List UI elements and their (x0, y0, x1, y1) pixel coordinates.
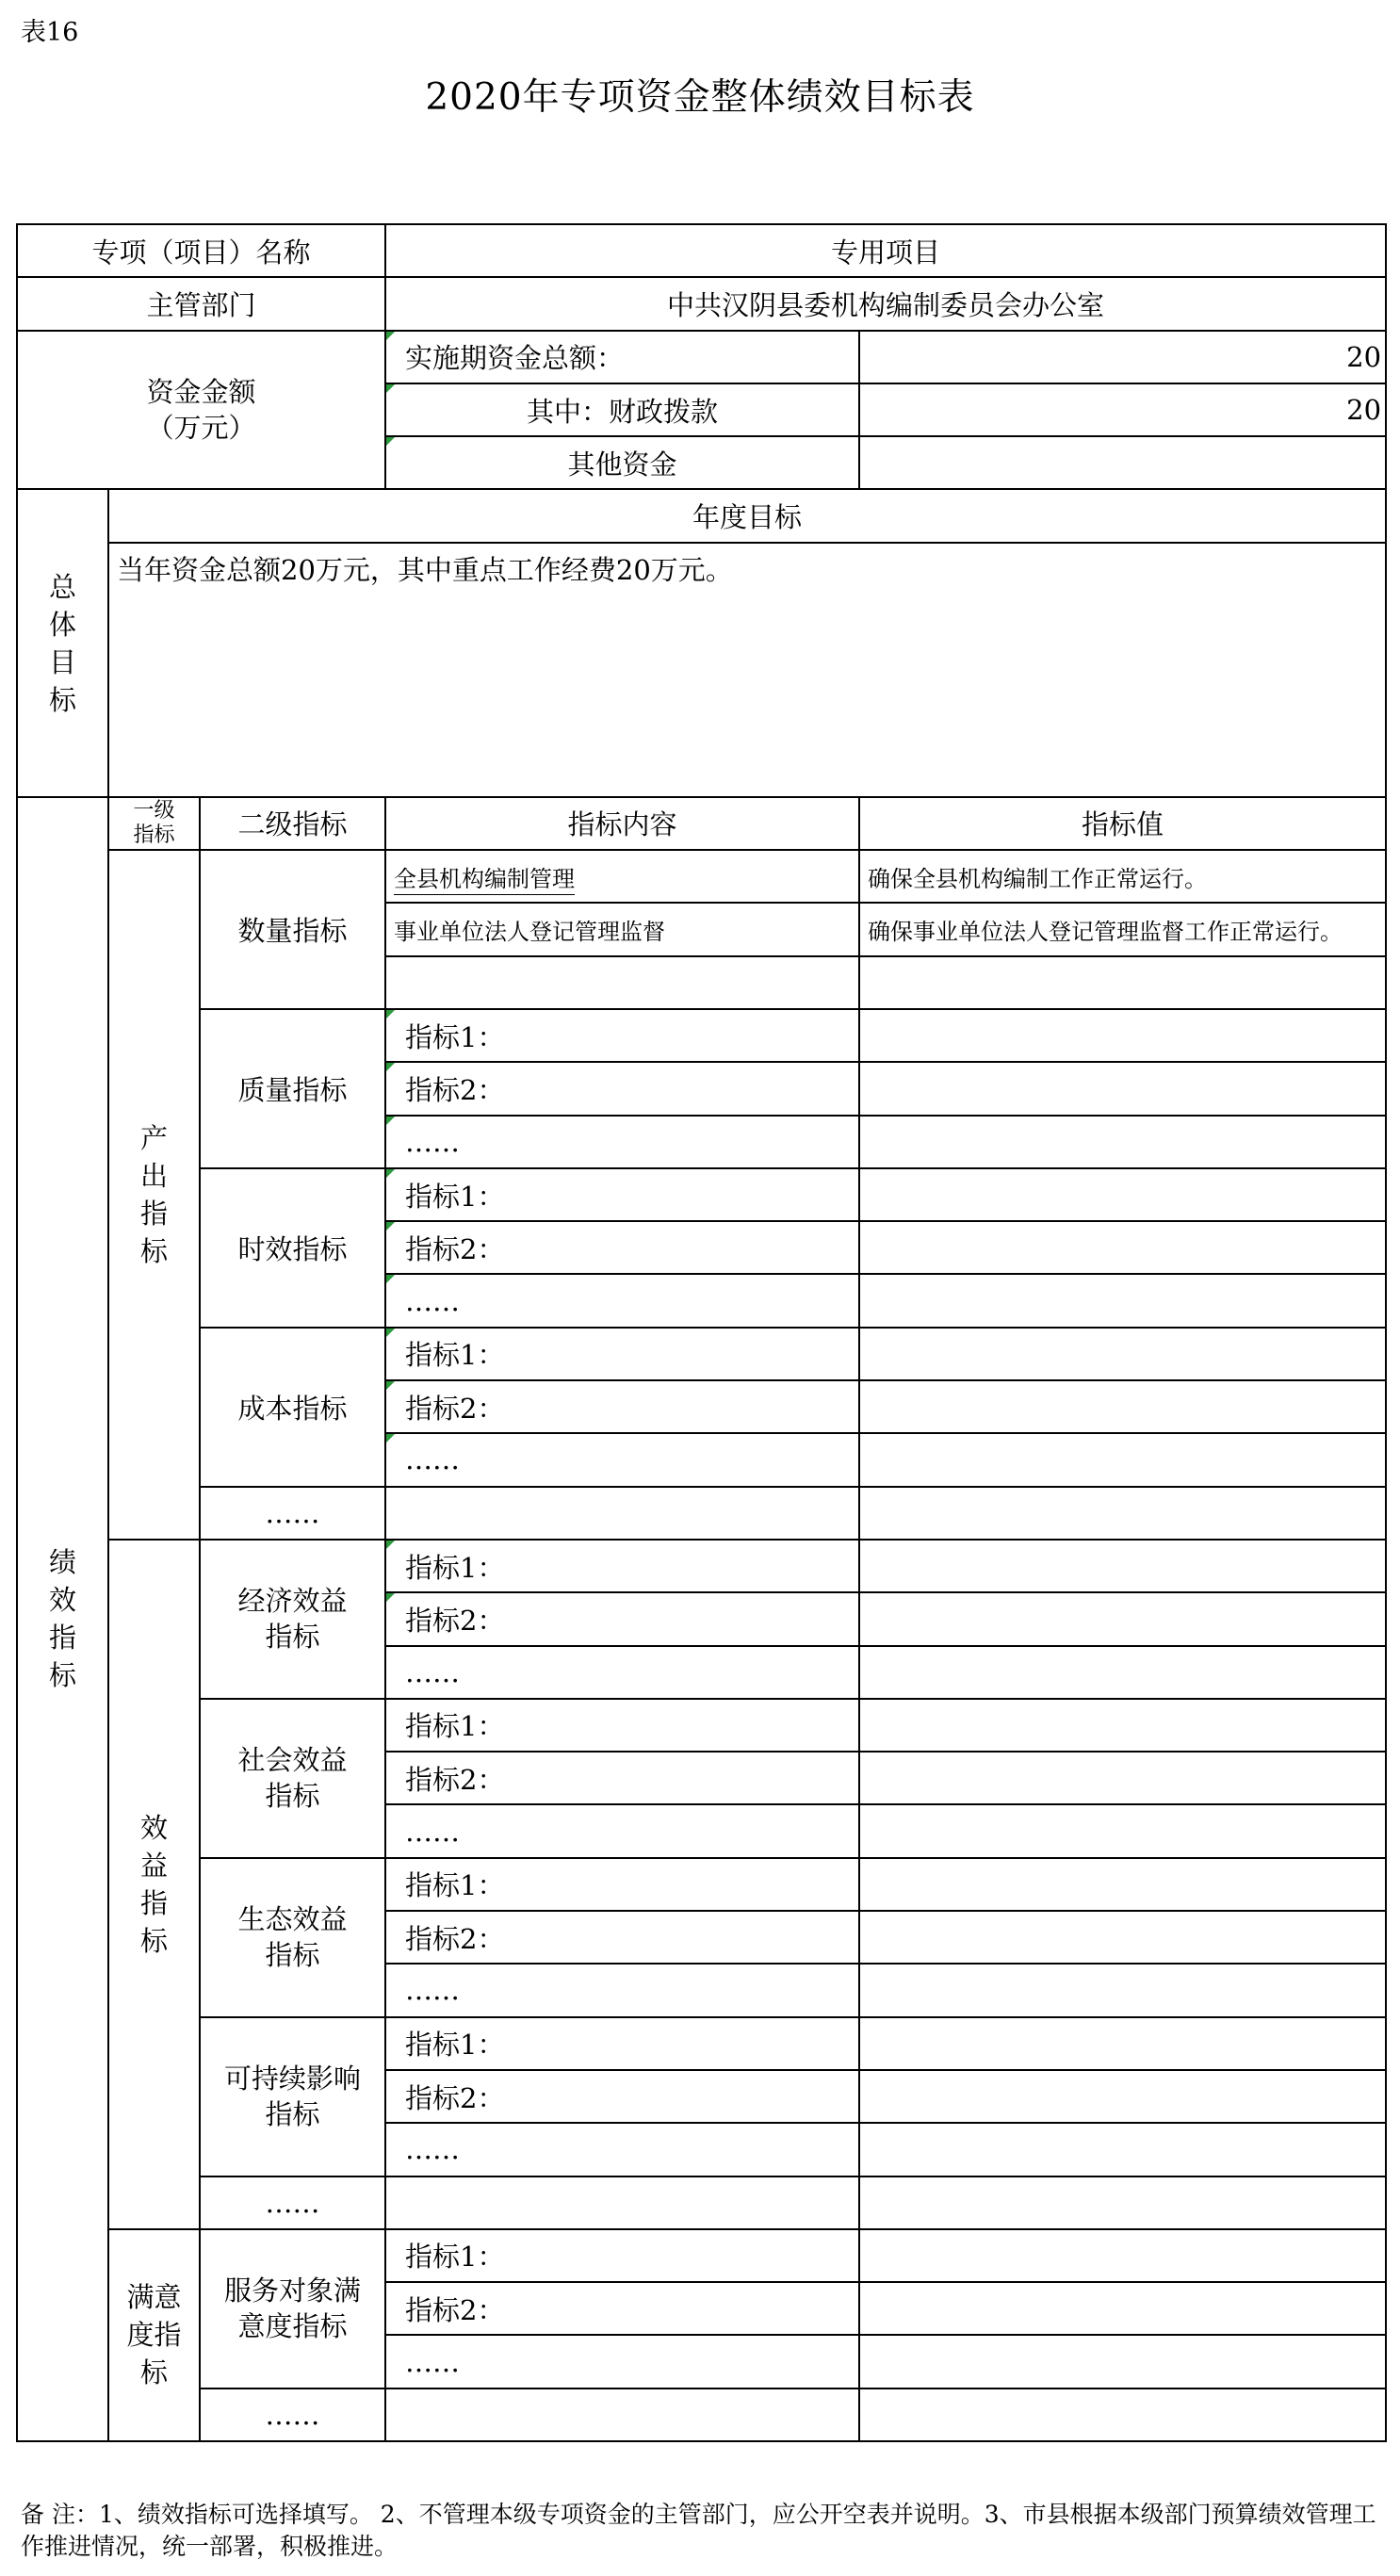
cost-value-3 (859, 1433, 1386, 1486)
economic-indicator-label: 经济效益指标 (200, 1540, 385, 1699)
satisfaction-more-value (859, 2389, 1386, 2441)
table-row (17, 2177, 1386, 2229)
level2-header: 二级指标 (200, 797, 385, 850)
sustainable-value-3 (859, 2123, 1386, 2176)
quality-ind1: 指标1： (385, 1009, 859, 1062)
quality-ellipsis: …… (385, 1116, 859, 1168)
funds-other-label: 其他资金 (385, 436, 859, 489)
annual-target-text: 当年资金总额20万元，其中重点工作经费20万元。 (108, 543, 1386, 797)
sustainable-ind1: 指标1： (385, 2017, 859, 2070)
quality-value-3 (859, 1116, 1386, 1168)
quantity-value-2: 确保事业单位法人登记管理监督工作正常运行。 (859, 903, 1386, 955)
output-more-ellipsis: …… (200, 1487, 385, 1540)
cost-ind1: 指标1： (385, 1328, 859, 1380)
table-row (17, 1699, 1386, 1752)
sustainable-ind2: 指标2： (385, 2070, 859, 2123)
ecological-value-1 (859, 1858, 1386, 1911)
ecological-ind1: 指标1： (385, 1858, 859, 1911)
satisfaction-more-ellipsis: …… (200, 2389, 385, 2441)
overall-header-row (17, 489, 1386, 542)
ecological-value-2 (859, 1911, 1386, 1964)
project-name-value: 专用项目 (385, 224, 1386, 277)
table-row (17, 1168, 1386, 1221)
benefit-indicator-label: 效益指标 (108, 1540, 200, 2229)
perf-header-row (17, 797, 1386, 850)
satisfaction-indicator-label: 满意度指标 (108, 2229, 200, 2441)
social-ind1: 指标1： (385, 1699, 859, 1752)
level1-header: 一级指标 (108, 797, 200, 850)
quality-indicator-label: 质量指标 (200, 1009, 385, 1168)
service-ind1: 指标1： (385, 2229, 859, 2282)
content-header: 指标内容 (385, 797, 859, 850)
funds-fiscal-value: 20 (859, 383, 1386, 436)
table-row (17, 850, 1386, 903)
sustainable-ellipsis: …… (385, 2123, 859, 2176)
overall-text-row (17, 543, 1386, 797)
service-value-3 (859, 2335, 1386, 2388)
project-name-label: 专项（项目）名称 (17, 224, 385, 277)
quantity-indicator-label: 数量指标 (200, 850, 385, 1009)
table-row (17, 2017, 1386, 2070)
social-indicator-label: 社会效益指标 (200, 1699, 385, 1858)
timeliness-ellipsis: …… (385, 1274, 859, 1327)
table-row (17, 1487, 1386, 1540)
timeliness-value-1 (859, 1168, 1386, 1221)
social-value-3 (859, 1804, 1386, 1857)
table-row (17, 2389, 1386, 2441)
funds-fiscal-label: 其中：财政拨款 (385, 383, 859, 436)
perf-side-label: 绩效指标 (17, 797, 108, 2441)
timeliness-indicator-label: 时效指标 (200, 1168, 385, 1328)
economic-ind2: 指标2： (385, 1592, 859, 1645)
cost-indicator-label: 成本指标 (200, 1328, 385, 1487)
timeliness-value-3 (859, 1274, 1386, 1327)
sustainable-value-1 (859, 2017, 1386, 2070)
social-ellipsis: …… (385, 1804, 859, 1857)
economic-value-1 (859, 1540, 1386, 1592)
quality-ind2: 指标2： (385, 1062, 859, 1115)
service-value-2 (859, 2282, 1386, 2335)
annual-target-header: 年度目标 (108, 489, 1386, 542)
funds-label-line2: （万元） (146, 412, 256, 445)
service-value-1 (859, 2229, 1386, 2282)
quantity-value-3 (859, 956, 1386, 1009)
economic-value-3 (859, 1646, 1386, 1699)
economic-value-2 (859, 1592, 1386, 1645)
benefit-more-value (859, 2177, 1386, 2229)
social-ind2: 指标2： (385, 1752, 859, 1804)
table-row (17, 1009, 1386, 1062)
ecological-value-3 (859, 1964, 1386, 2016)
funds-total-row (17, 331, 1386, 383)
service-satisfaction-label: 服务对象满意度指标 (200, 2229, 385, 2389)
funds-label-line1: 资金金额 (146, 376, 256, 409)
table-row (17, 1540, 1386, 1592)
dept-row (17, 277, 1386, 330)
satisfaction-more-content (385, 2389, 859, 2441)
timeliness-value-2 (859, 1221, 1386, 1274)
page-title: 2020年专项资金整体绩效目标表 (425, 76, 975, 119)
funds-total-value: 20 (859, 331, 1386, 383)
benefit-more-content (385, 2177, 859, 2229)
output-indicator-label: 产出指标 (108, 850, 200, 1540)
project-name-row (17, 224, 1386, 277)
table-row (17, 1858, 1386, 1911)
quantity-content-1: 全县机构编制管理 (385, 850, 859, 903)
output-more-content (385, 1487, 859, 1540)
cost-value-2 (859, 1380, 1386, 1433)
quality-value-2 (859, 1062, 1386, 1115)
ecological-ellipsis: …… (385, 1964, 859, 2016)
funds-other-value (859, 436, 1386, 489)
ecological-indicator-label: 生态效益指标 (200, 1858, 385, 2017)
dept-label: 主管部门 (17, 277, 385, 330)
table-number: 表16 (21, 18, 79, 47)
footnote: 备 注：1、绩效指标可选择填写。 2、不管理本级专项资金的主管部门，应公开空表并说明。3、市县根据本级部门预算绩效管理工作推进情况，统一部署，积极推进。 (21, 2501, 1376, 2560)
timeliness-ind1: 指标1： (385, 1168, 859, 1221)
dept-value: 中共汉阴县委机构编制委员会办公室 (385, 277, 1386, 330)
economic-ind1: 指标1： (385, 1540, 859, 1592)
benefit-more-ellipsis: …… (200, 2177, 385, 2229)
sustainable-indicator-label: 可持续影响指标 (200, 2017, 385, 2177)
overall-target-side-label: 总体目标 (17, 489, 108, 796)
quality-value-1 (859, 1009, 1386, 1062)
funds-label (17, 331, 385, 490)
social-value-2 (859, 1752, 1386, 1804)
timeliness-ind2: 指标2： (385, 1221, 859, 1274)
sustainable-value-2 (859, 2070, 1386, 2123)
quantity-content-3 (385, 956, 859, 1009)
service-ellipsis: …… (385, 2335, 859, 2388)
service-ind2: 指标2： (385, 2282, 859, 2335)
table-row (17, 2229, 1386, 2282)
ecological-ind2: 指标2： (385, 1911, 859, 1964)
quantity-value-1: 确保全县机构编制工作正常运行。 (859, 850, 1386, 903)
cost-value-1 (859, 1328, 1386, 1380)
cost-ind2: 指标2： (385, 1380, 859, 1433)
social-value-1 (859, 1699, 1386, 1752)
quantity-content-2: 事业单位法人登记管理监督 (385, 903, 859, 955)
value-header: 指标值 (859, 797, 1386, 850)
economic-ellipsis: …… (385, 1646, 859, 1699)
cost-ellipsis: …… (385, 1433, 859, 1486)
performance-target-table (16, 223, 1387, 2442)
funds-total-label: 实施期资金总额： (385, 331, 859, 383)
table-row (17, 1328, 1386, 1380)
output-more-value (859, 1487, 1386, 1540)
